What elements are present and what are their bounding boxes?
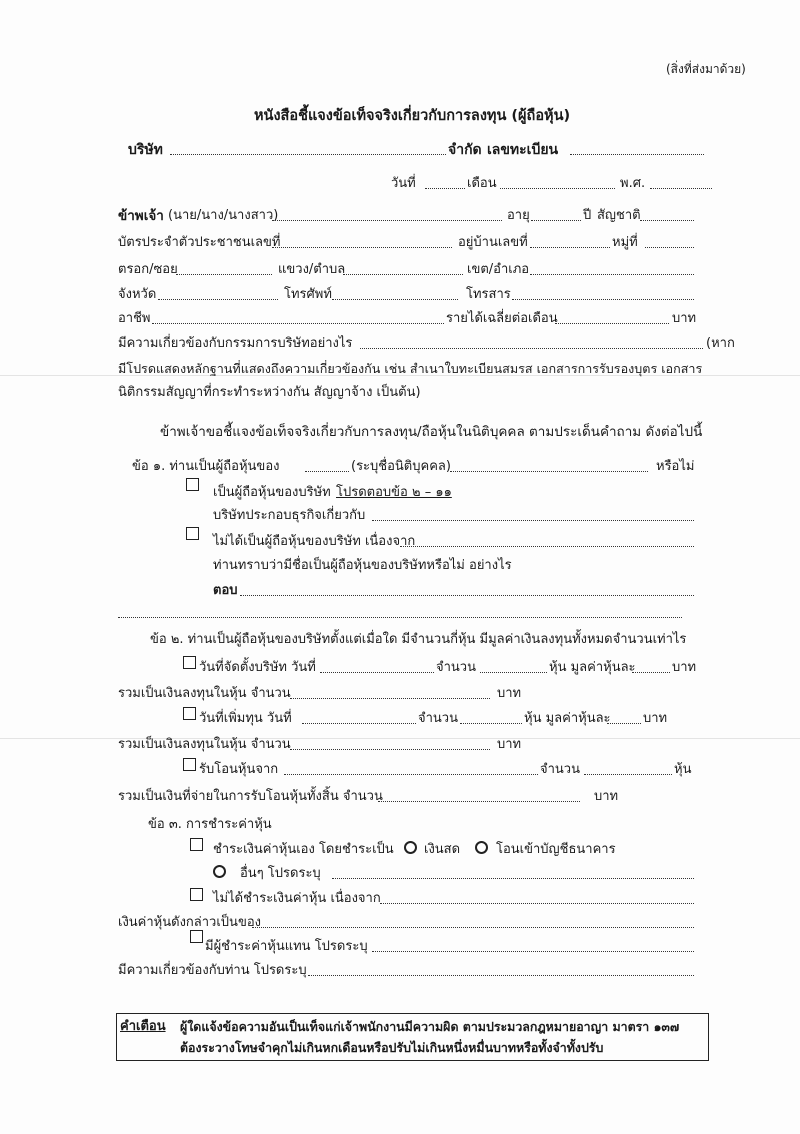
q2-founded-baht: บาท <box>672 660 697 675</box>
moo-label: หมู่ที่ <box>612 235 638 250</box>
fax-label: โทรสาร <box>466 287 511 302</box>
province-label: จังหวัด <box>118 287 157 302</box>
q2-founded-date-field[interactable] <box>320 672 434 673</box>
house-no-field[interactable] <box>530 247 610 248</box>
q2-total-invest-label: รวมเป็นเงินลงทุนในหุ้น จำนวน <box>118 686 291 701</box>
q3-relation-label: มีความเกี่ยวข้องกับท่าน โปรดระบุ <box>118 963 307 978</box>
soi-label: ตรอก/ซอย <box>118 262 178 277</box>
warning-line2: ต้องระวางโทษจำคุกไม่เกินหกเดือนหรือปรับไม่เกินหนึ่งหมื่นบาทหรือทั้งจำทั้งปรับ <box>180 1040 604 1055</box>
nationality-field[interactable] <box>640 220 694 221</box>
q1-entity-detail-field[interactable] <box>450 471 648 472</box>
q2-transfer-checkbox[interactable] <box>183 758 196 771</box>
id-card-label: บัตรประจำตัวประชาชนเลขที่ <box>118 235 281 250</box>
relation-note-line3: นิติกรรมสัญญาที่กระทำระหว่างกัน สัญญาจ้าง เป็นต้น) <box>118 385 421 400</box>
q2-increase-baht: บาท <box>643 711 668 726</box>
q2-total-transfer-label: รวมเป็นเงินที่จ่ายในการรับโอนหุ้นทั้งสิ้น จำนวน <box>118 789 383 804</box>
income-field[interactable] <box>555 323 669 324</box>
page-title: หนังสือชี้แจงข้อเท็จจริงเกี่ยวกับการลงทุน (ผู้ถือหุ้น) <box>254 108 571 124</box>
income-label: รายได้เฉลี่ยต่อเดือน <box>446 311 558 326</box>
subdistrict-label: แขวง/ตำบล <box>278 262 346 277</box>
q2-transfer-from-field[interactable] <box>284 774 538 775</box>
district-label: เขต/อำเภอ <box>467 262 530 277</box>
q3-other-label: อื่นๆ โปรดระบุ <box>240 866 321 881</box>
q1-label: ข้อ ๑. ท่านเป็นผู้ถือหุ้นของ <box>132 459 280 474</box>
q3-self-pay-label: ชำระเงินค่าหุ้นเอง โดยชำระเป็น <box>213 842 394 857</box>
q2-total-invest-field-2[interactable] <box>290 749 490 750</box>
subdistrict-field[interactable] <box>343 274 463 275</box>
q3-relation-field[interactable] <box>308 975 694 976</box>
q3-money-of-label: เงินค่าหุ้นดังกล่าวเป็นของ <box>118 915 261 930</box>
q3-cash-radio[interactable] <box>404 841 417 854</box>
year-label: พ.ศ. <box>620 176 646 191</box>
q2-increase-shares-label: หุ้น มูลค่าหุ้นละ <box>524 711 611 726</box>
phone-label: โทรศัพท์ <box>284 287 332 302</box>
q3-money-of-field[interactable] <box>252 927 694 928</box>
q1-or-not: หรือไม่ <box>656 459 695 474</box>
q1-entity-field[interactable] <box>305 471 349 472</box>
q2-founded-value-field[interactable] <box>632 672 670 673</box>
q3-bank-transfer-label: โอนเข้าบัญชีธนาคาร <box>496 842 616 857</box>
q1-business-label: บริษัทประกอบธุรกิจเกี่ยวกับ <box>213 508 366 523</box>
reg-no-field[interactable] <box>570 154 704 155</box>
company-name-field[interactable] <box>170 154 446 155</box>
q2-total-invest-baht: บาท <box>497 686 522 701</box>
attachment-note: (สิ่งที่ส่งมาด้วย) <box>666 62 746 76</box>
occupation-label: อาชีพ <box>118 311 151 326</box>
q2-founded-checkbox[interactable] <box>183 656 196 669</box>
relation-note-open: (หาก <box>706 336 735 351</box>
soi-field[interactable] <box>176 274 272 275</box>
q1-answer-field[interactable] <box>240 595 694 596</box>
q2-transfer-amount-label: จำนวน <box>540 762 580 777</box>
q2-total-transfer-field[interactable] <box>378 801 580 802</box>
q2-label: ข้อ ๒. ท่านเป็นผู้ถือหุ้นของบริษัทตั้งแต่เมื่อใด มีจำนวนกี่หุ้น มีมูลค่าเงินลงทุนทั้งหมดจำนวนเท่าไร <box>150 632 687 647</box>
company-label: บริษัท <box>128 142 163 158</box>
q1-reason-field[interactable] <box>400 546 694 547</box>
q3-payer-field[interactable] <box>372 951 694 952</box>
q3-not-paid-field[interactable] <box>380 903 694 904</box>
q3-not-paid-label: ไม่ได้ชำระเงินค่าหุ้น เนื่องจาก <box>213 891 381 906</box>
occupation-field[interactable] <box>152 323 444 324</box>
q3-self-pay-checkbox[interactable] <box>190 838 203 851</box>
q3-not-paid-checkbox[interactable] <box>190 888 203 901</box>
year-unit: ปี <box>583 208 592 223</box>
district-field[interactable] <box>530 274 694 275</box>
year-field[interactable] <box>650 188 712 189</box>
q2-total-invest-label-2: รวมเป็นเงินลงทุนในหุ้น จำนวน <box>118 737 291 752</box>
q1-opt2-sub: ท่านทราบว่ามีชื่อเป็นผู้ถือหุ้นของบริษัทหรือไม่ อย่างไร <box>213 558 512 573</box>
q2-founded-amount-label: จำนวน <box>436 660 476 675</box>
province-field[interactable] <box>158 299 278 300</box>
income-baht: บาท <box>672 311 697 326</box>
q2-increase-checkbox[interactable] <box>183 707 196 720</box>
q2-increase-label: วันที่เพิ่มทุน วันที่ <box>199 711 292 726</box>
q2-founded-amount-field[interactable] <box>480 672 547 673</box>
q1-spec: (ระบุชื่อนิติบุคคล) <box>351 459 451 474</box>
relation-note-line2: มีโปรดแสดงหลักฐานที่แสดงถึงความเกี่ยวข้องกัน เช่น สำเนาใบทะเบียนสมรส เอกสารการรับรองบุตร เอกสาร <box>118 361 703 376</box>
full-name-field[interactable] <box>272 220 502 221</box>
q2-increase-amount-label: จำนวน <box>418 711 458 726</box>
relation-label: มีความเกี่ยวข้องกับกรรมการบริษัทอย่างไร <box>118 336 353 351</box>
age-label: อายุ <box>507 208 530 223</box>
q1-answer-label: ตอบ <box>213 583 238 598</box>
day-label: วันที่ <box>391 176 416 191</box>
q3-label: ข้อ ๓. การชำระค่าหุ้น <box>148 817 272 832</box>
month-field[interactable] <box>500 188 615 189</box>
q2-transfer-shares: หุ้น <box>674 762 692 777</box>
q3-payer-label: มีผู้ชำระค่าหุ้นแทน โปรดระบุ <box>205 939 368 954</box>
id-card-field[interactable] <box>272 247 452 248</box>
q2-increase-date-field[interactable] <box>302 723 416 724</box>
reg-no-label: เลขทะเบียน <box>487 142 559 158</box>
company-suffix: จำกัด <box>448 142 482 158</box>
q1-shareholder-checkbox[interactable] <box>186 478 199 491</box>
intro-text: ข้าพเจ้าขอชี้แจงข้อเท็จจริงเกี่ยวกับการลงทุน/ถือหุ้นในนิติบุคคล ตามประเด็นคำถาม ดังต่อไปนี้ <box>160 424 703 440</box>
q1-not-shareholder-checkbox[interactable] <box>186 527 199 540</box>
q3-other-field[interactable] <box>332 878 694 879</box>
q2-total-invest-baht-2: บาท <box>497 737 522 752</box>
relation-field[interactable] <box>360 348 703 349</box>
q3-other-radio[interactable] <box>213 865 226 878</box>
fax-field[interactable] <box>512 299 694 300</box>
q2-total-transfer-baht: บาท <box>594 789 619 804</box>
house-no-label: อยู่บ้านเลขที่ <box>458 235 528 250</box>
warning-line1: ผู้ใดแจ้งข้อความอันเป็นเท็จแก่เจ้าพนักงานมีความผิด ตามประมวลกฎหมายอาญา มาตรา ๑๓๗ <box>180 1019 680 1034</box>
q2-transfer-label: รับโอนหุ้นจาก <box>199 762 279 777</box>
q1-opt2-label: ไม่ได้เป็นผู้ถือหุ้นของบริษัท เนื่องจาก <box>213 534 416 549</box>
phone-field[interactable] <box>332 299 458 300</box>
month-label: เดือน <box>467 176 497 191</box>
q3-cash-label: เงินสด <box>424 842 461 857</box>
nationality-label: สัญชาติ <box>597 208 641 223</box>
warning-label: คำเตือน <box>120 1019 166 1034</box>
q3-bank-transfer-radio[interactable] <box>475 841 488 854</box>
me-label: ข้าพเจ้า <box>118 208 164 224</box>
q1-business-field[interactable] <box>372 520 694 521</box>
q2-total-invest-field[interactable] <box>290 698 490 699</box>
q2-founded-label: วันที่จัดตั้งบริษัท วันที่ <box>199 660 316 675</box>
q3-payer-checkbox[interactable] <box>190 930 203 943</box>
q1-opt1-link: โปรดตอบข้อ ๒ – ๑๑ <box>336 485 452 500</box>
age-field[interactable] <box>531 220 581 221</box>
title-options: (นาย/นาง/นางสาว) <box>168 208 279 223</box>
q2-founded-shares-label: หุ้น มูลค่าหุ้นละ <box>549 660 636 675</box>
day-field[interactable] <box>425 188 465 189</box>
q2-transfer-amount-field[interactable] <box>584 774 672 775</box>
q1-opt1-label: เป็นผู้ถือหุ้นของบริษัท <box>213 485 331 500</box>
moo-field[interactable] <box>645 247 694 248</box>
q2-increase-amount-field[interactable] <box>460 723 522 724</box>
q2-increase-value-field[interactable] <box>607 723 641 724</box>
q1-answer-field-2[interactable] <box>118 617 682 618</box>
